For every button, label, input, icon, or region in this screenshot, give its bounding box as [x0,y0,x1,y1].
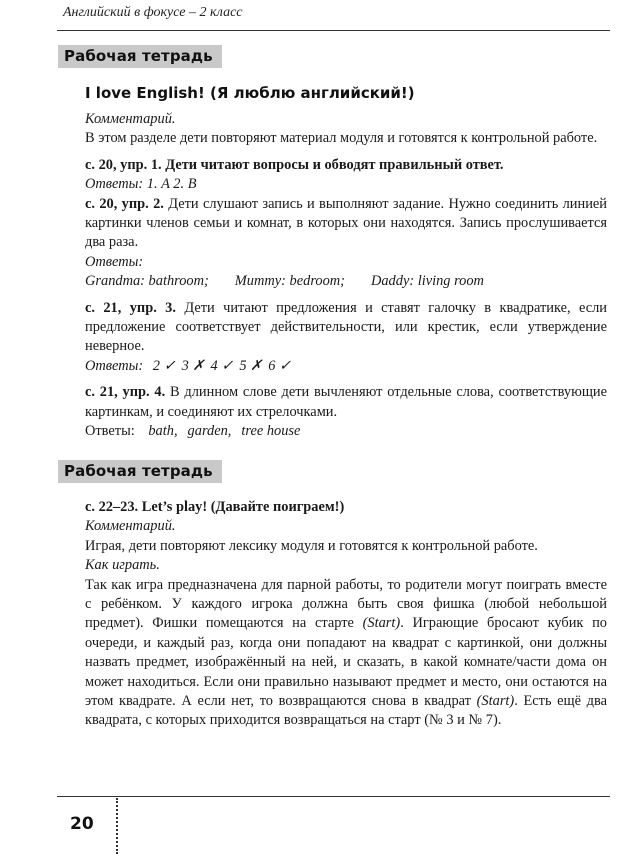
comment-text: В этом разделе дети повторяют материал модуля и готовятся к контрольной работе. [85,130,598,147]
answer-item: 5 ✗ [239,357,263,374]
answers-value: 1. A 2. B [146,176,197,193]
answer-item: tree house [241,423,301,440]
start-word: (Start) [476,693,515,710]
answer-item: Daddy: living room [370,273,484,290]
instructions-text: . Есть ещё два квадрата, с которых приходится возвращаться на старт (№ 3 и № 7). [85,693,607,729]
exercise-text: В длинном слове дети вычленяют отдельные слова, соответствующие картинкам, и соединяют их стрелочками. [85,384,607,420]
exercise-ref: с. 20, упр. 2. [85,195,164,212]
answers-label: Ответы: [85,357,144,374]
comment-text: Играя, дети повторяют лексику модуля и готовятся к контрольной работе. [85,537,538,554]
answers-line [85,175,607,194]
answers-label: Ответы: [85,253,144,270]
answer-item: 4 ✓ [210,357,234,374]
answers-label: Ответы: [85,176,144,193]
page-number: 20 [70,814,94,834]
running-head: Английский в фокусе – 2 класс [63,5,243,20]
exercise-text: Дети слушают запись и выполняют задание. Нужно соединить линией картинки членов семьи и комнат, в которых они находятся. Запись прослушивается два раза. [85,195,607,251]
header-rule [57,30,610,31]
answers-line [85,357,607,376]
exercise-ref: с. 22–23. Let’s play! (Давайте поиграем!) [85,499,345,515]
exercise-ref: с. 21, упр. 4. [85,384,166,401]
section-label-workbook: Рабочая тетрадь [58,45,222,68]
comment-label: Комментарий. [85,518,176,535]
answer-item: Grandma: bathroom; [85,273,209,290]
answer-item: 3 ✗ [181,357,205,374]
instructions-text: Так как игра предназначена для парной работы, то родители могут поиграть вместе с ребёнком. У каждого игрока должна быть своя фишка (любой небольшой предмет). Фишки помещаются на старте [85,576,607,632]
answer-item: 6 ✓ [268,357,292,374]
answer-item: bath, [148,423,178,440]
exercise-1 [85,156,607,175]
exercise-text: Дети читают предложения и ставят галочку в квадратике, если предложение соответствует действительности, или крестик, если утверждение неверное. [85,299,607,355]
exercise-ref: с. 21, упр. 3. [85,299,176,316]
section-label-workbook: Рабочая тетрадь [58,460,222,483]
section-1-body [85,110,607,442]
how-to-play-label: Как играть. [85,557,160,574]
exercise-3 [85,299,607,357]
exercise-ref: с. 20, упр. 1. [85,156,162,173]
section-2-body [85,498,607,731]
game-instructions [85,576,607,731]
comment-label: Комментарий. [85,111,176,127]
instructions-text: . Играющие бросают кубик по очереди, и каждый раз, когда они попадают на квадрат с картинкой, они должны назвать предмет, изображённый на ней, и сказать, в какой комнате/части дома он может находиться. Если они правильно называют предмет и место, они остаются на этом квадрате. А если нет, то возвращаются снова в квадрат [85,615,607,710]
exercise-text: Дети читают вопросы и обводят правильный ответ. [165,156,504,173]
exercise-4 [85,383,607,422]
section-heading: I love English! (Я люблю английский!) [85,84,415,102]
answer-item: garden, [187,423,232,440]
exercise-2 [85,195,607,253]
answers-line [85,272,607,291]
dotted-divider [116,798,118,854]
footer-rule [57,796,610,797]
answer-item: 2 ✓ [152,357,176,374]
answer-item: Mummy: bedroom; [234,273,345,290]
answers-label: Ответы: [85,423,135,440]
start-word: (Start) [362,615,401,632]
answers-line [85,422,607,441]
